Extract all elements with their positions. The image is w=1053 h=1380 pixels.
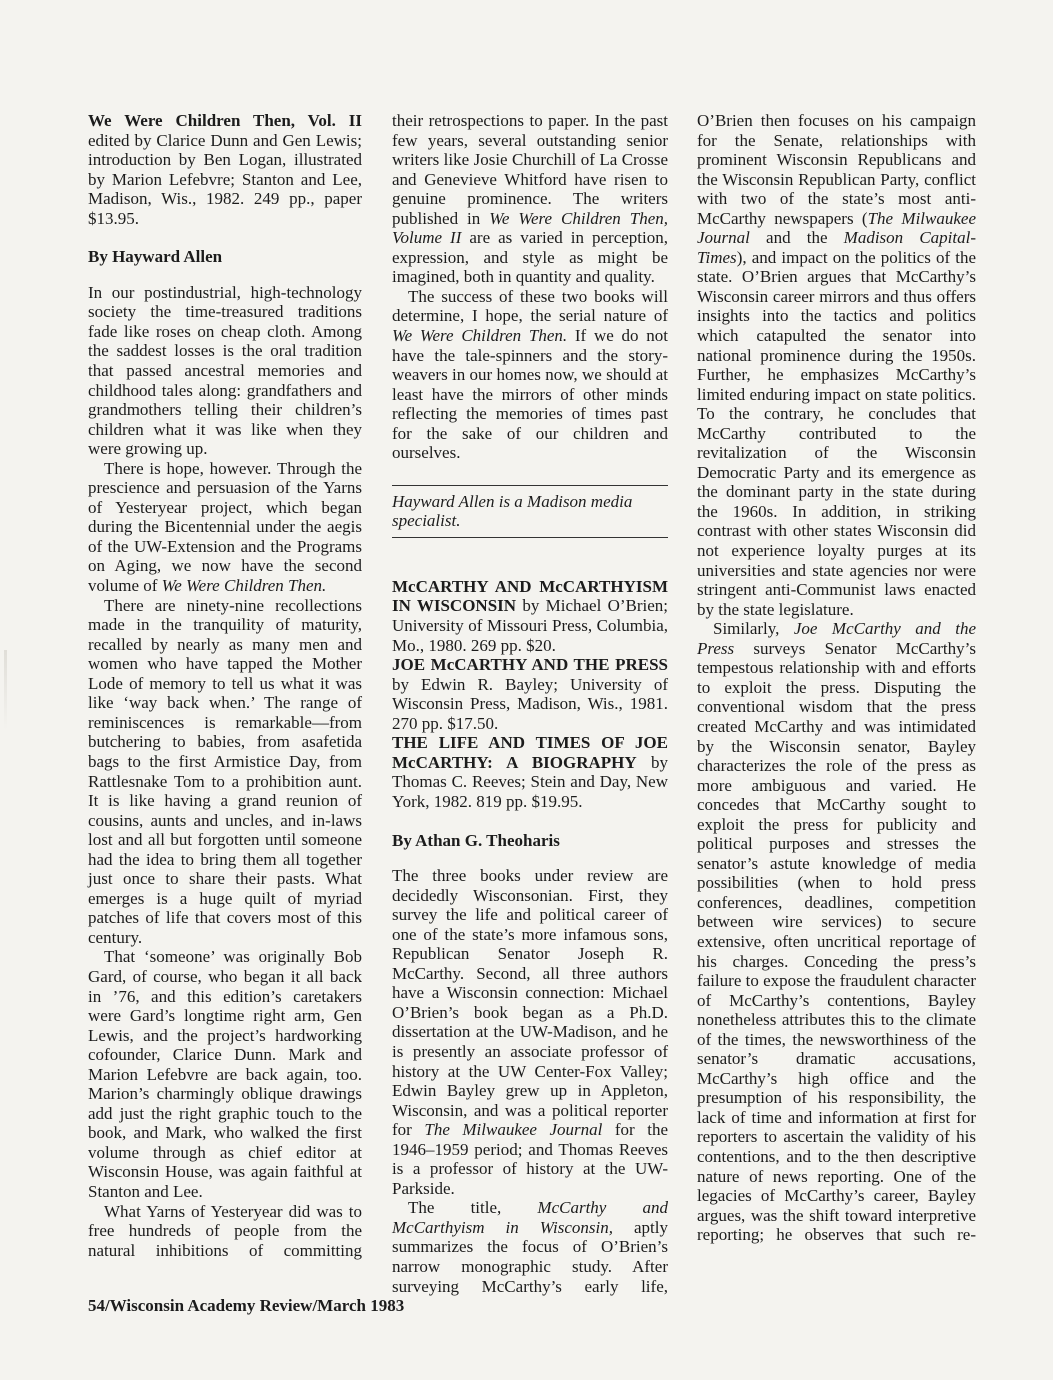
review1-p2-text: There is hope, however. Through the prescience and persuasion of the Yarns of Yesteryear project, which began during the Bicentennial under the aegis of the UW-Extension and the Programs on Aging, we now have the second volume of: [88, 458, 362, 596]
review1-p5-text: their retrospections to paper. In the past few years, several outstanding senior writers like Josie Churchill of La Crosse and Genevieve Whitford have risen to genuine prominence. The writers published in: [392, 111, 668, 228]
review1-book-heading: [88, 111, 362, 228]
column-3: [697, 111, 976, 1245]
review2-book-1: [392, 577, 668, 655]
review1-paragraph-2: [88, 459, 362, 596]
review1-p5-italic: We Were Children Then, Volume II: [392, 208, 668, 248]
review2-book-3-title: THE LIFE AND TIMES OF JOE McCARTHY: A BIOGRAPHY: [392, 733, 668, 772]
review2-p2-text-mid: aptly summarizes the focus of O’Brien’s narrow monographic study. After surveying McCarthy’s early life,: [392, 1217, 669, 1296]
column-2: [392, 111, 668, 1296]
review1-paragraph-4: That ‘someone’ was originally Bob Gard, of course, who began it all back in ’76, and this edition’s caretakers were Gard’s longtime right arm, Gen Lewis, and the project’s hardworking cofounder, Clarice Dunn. Mark and Marion Lefebvre are back again, too. Marion’s charmingly oblique drawings add just the right graphic touch to the book, and Mark, who walked the first volume through as chief editor at Wisconsin House, was again faithful at Stanton and Lee.: [88, 947, 362, 1201]
review1-book-title: We Were Children Then, Vol. II: [88, 111, 362, 130]
review1-book-details: edited by Clarice Dunn and Gen Lewis; introduction by Ben Logan, illustrated by Marion Lefebvre; Stanton and Lee, Madison, Wis., 1982. 249 pp., paper $13.95.: [88, 130, 362, 228]
review2-book-1-details: by Michael O’Brien; University of Missouri Press, Columbia, Mo., 1980. 269 pp. $20.: [392, 596, 668, 655]
review2-paragraph-2-cont: [697, 111, 976, 619]
review2-paragraph-1: [392, 866, 668, 1198]
review1-paragraph-3: There are ninety-nine recollections made in the tranquility of maturity, recalled by nearly as many men and women who have tapped the Mother Lode of memory to tell us what it was like ‘way back when.’ The range of reminiscences is remarkable—from butchering to babies, from asafetida bags to the first Armistice Day, from Rattlesnake Tom to a prohibition aunt. It is like having a grand reunion of cousins, aunts and uncles, and in-laws lost and all but forgotten until someone had the idea to bring them all together just once to share their pasts. What emerges is a huge quilt of myriad patches of life that covers most of this century.: [88, 595, 362, 947]
review1-byline: By Hayward Allen: [88, 247, 223, 267]
review2-p1-italic: The Milwaukee Journal: [424, 1120, 603, 1140]
review1-paragraph-5-start: What Yarns of Yesteryear did was to free hundreds of people from the natural inhibitions of committing: [88, 1201, 362, 1260]
review2-book-1-title: McCARTHY AND McCARTHYISM IN WISCONSIN: [392, 576, 668, 616]
review2-p2-italic: McCarthy and McCarthyism in Wisconsin,: [392, 1198, 668, 1237]
review2-p1-text: The three books under review are decidedly Wisconsonian. First, they survey the life and political career of one of the state’s more infamous sons, Republican Senator Joseph R. McCarthy. Second, all three authors have a Wisconsin connection: Michael O’Brien’s book began as a Ph.D. dissertation at the UW-Madison, and he is presently an associate professor of history at the UW Center-Fox Valley; Edwin Bayley grew up in Appleton, Wisconsin, and was a political reporter for: [392, 866, 668, 1140]
page-footer: 54/Wisconsin Academy Review/March 1983: [88, 1296, 405, 1315]
review2-p1-text-end: for the 1946–1959 period; and Thomas Reeves is a professor of history at the UW-Parkside.: [392, 1120, 669, 1198]
review1-paragraph-6: [392, 287, 668, 463]
review1-p5-text-end: are as varied in perception, expression, and style as might be imagined, both in quantity and quality.: [392, 228, 668, 287]
review2-paragraph-2-start: [392, 1198, 668, 1296]
review1-p6-italic: We Were Children Then.: [392, 326, 568, 346]
review2-p2-cont-end: ), and impact on the politics of the state. O’Brien argues that McCarthy’s Wisconsin career mirrors and thus offers insights into the tactics and politics which catapulted the senator into national prominence during the 1950s. Further, he emphasizes McCarthy’s limited enduring impact on state politics. To the contrary, he concludes that McCarthy contributed to the revitalization of the Wisconsin Democratic Party and its emergence as the dominant party in the state during the 1960s. In addition, in striking contrast with other states Wisconsin did not experience loyalty purges at its universities and state agencies nor were stringent anti-Communist laws enacted by the state legislature.: [697, 247, 976, 619]
review2-p2-text: The title,: [408, 1198, 538, 1218]
review1-p2-italic: We Were Children Then.: [161, 576, 327, 596]
column-1: [88, 111, 362, 1260]
scan-gutter-shadow: [4, 650, 7, 730]
review2-book-list: [392, 577, 668, 812]
review2-book-3-details: by Thomas C. Reeves; Stein and Day, New York, 1982. 819 pp. $19.95.: [392, 752, 668, 811]
review2-p2-italic-2: The Milwaukee Journal: [697, 208, 976, 248]
review2-book-2-details: by Edwin R. Bayley; University of Wisconsin Press, Madison, Wis., 1981. 270 pp. $17.50.: [392, 674, 668, 733]
review2-p2-and: and the: [749, 228, 844, 248]
review1-p6-text-end: If we do not have the tale-spinners and the story-weavers in our homes now, we should at least have the mirrors of other minds reflecting the memories of times past for the sake of our children and ourselves.: [392, 326, 668, 463]
review2-book-3: [392, 733, 668, 811]
review1-p6-text: The success of these two books will determine, I hope, the serial nature of: [392, 286, 668, 326]
review2-p3-italic: Joe McCarthy and the Press: [697, 619, 976, 658]
review2-book-2-title: JOE McCARTHY AND THE PRESS: [392, 655, 668, 675]
review2-book-2: [392, 655, 668, 733]
review1-paragraph-1: In our postindustrial, high-technology society the time-treasured traditions fade like roses on cheap cloth. Among the saddest losses is the oral tradition that passed ancestral memories and childhood tales along: grandfathers and grandmothers telling their children’s children what it was like when they were growing up.: [88, 282, 362, 459]
author-note: Hayward Allen is a Madison media specialist.: [392, 485, 668, 538]
review2-p2-italic-3: Madison Capital-Times: [697, 228, 976, 267]
review2-p3-text-end: surveys Senator McCarthy’s tempestous relationship with and efforts to exploit the press. Disputing the conventional wisdom that the press created McCarthy and was intimidated by the Wisconsin senator, Bayley characterizes the role of the press as more ambiguous and varied. He concedes that McCarthy sought to exploit the press for publicity and political purposes and stresses the senator’s astute knowledge of media possibilities (when to hold press conferences, deadlines, competition between wire services) to secure extensive, often uncritical reportage of his charges. Conceding the press’s failure to expose the fraudulent character of McCarthy’s contentions, Bayley nonetheless attributes this to the climate of the times, the newsworthiness of the senator’s dramatic accusations, McCarthy’s high office and the presumption of his responsibility, the lack of time and information at first for reporters to ascertain the validity of his contentions, and to the then descriptive nature of news reporting. One of the legacies of McCarthy’s career, Bayley argues, was the shift toward interpretive reporting; he observes that such re-: [697, 638, 976, 1245]
review2-byline: By Athan G. Theoharis: [392, 830, 560, 850]
review2-paragraph-3: [697, 619, 976, 1245]
review2-p2-cont-text: O’Brien then focuses on his campaign for the Senate, relationships with prominent Wisconsin Republicans and the Wisconsin Republican Party, conflict with two of the state’s most anti-McCarthy newspapers (: [697, 111, 976, 228]
review2-p3-text: Similarly,: [713, 619, 794, 639]
review1-paragraph-5-cont: [392, 111, 668, 287]
